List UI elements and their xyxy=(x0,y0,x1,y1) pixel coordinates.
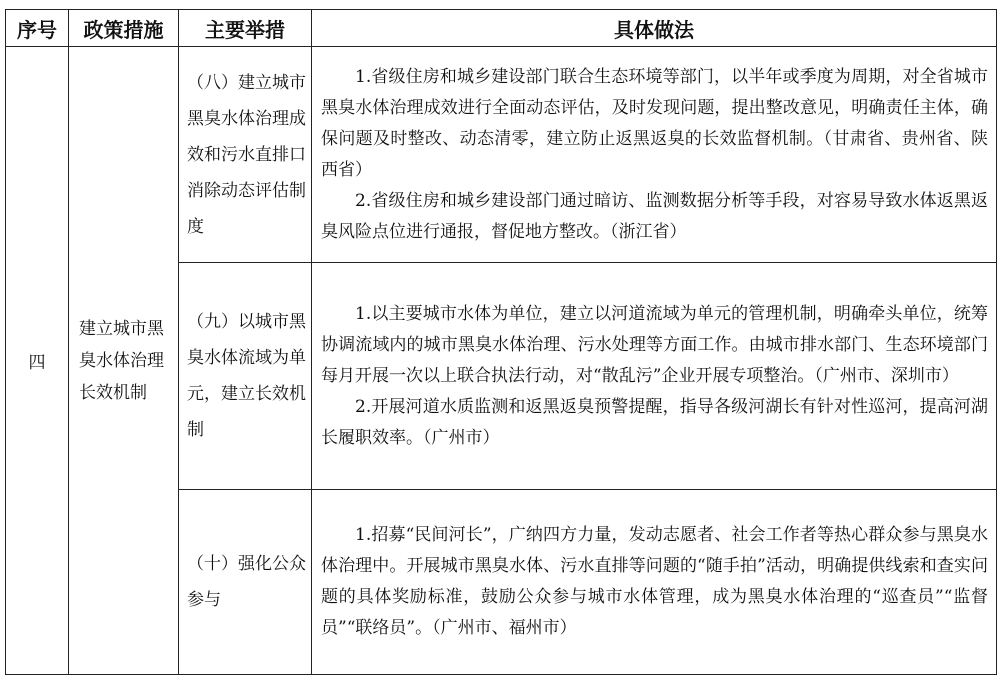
header-row xyxy=(6,10,997,47)
method-cell xyxy=(312,490,997,675)
method-item: 1.省级住房和城乡建设部门联合生态环境等部门，以半年或季度为周期，对全省城市黑臭水体治理成效进行全面动态评估，及时发现问题，提出整改意见，明确责任主体，确保问题及时整改、动态清零，建立防止返黑返臭的长效监督机制。（甘肃省、贵州省、陕西省） xyxy=(321,66,988,180)
measure-cell: （八）建立城市黑臭水体治理成效和污水直排口消除动态评估制度 xyxy=(179,47,312,263)
policy-table xyxy=(5,9,997,675)
table-row xyxy=(6,47,997,263)
method-item: 1.以主要城市水体为单位，建立以河道流域为单元的管理机制，明确牵头单位，统筹协调流域内的城市黑臭水体治理、污水处理等方面工作。由城市排水部门、生态环境部门每月开展一次以上联合执法行动，对“散乱污”企业开展专项整治。（广州市、深圳市） xyxy=(321,303,988,386)
header-measure: 主要举措 xyxy=(179,10,312,47)
group-seq: 四 xyxy=(6,47,69,675)
method-item: 2.省级住房和城乡建设部门通过暗访、监测数据分析等手段，对容易导致水体返黑返臭风险点位进行通报，督促地方整改。（浙江省） xyxy=(321,190,988,242)
method-cell xyxy=(312,263,997,490)
header-policy: 政策措施 xyxy=(69,10,179,47)
method-item: 1.招募“民间河长”，广纳四方力量，发动志愿者、社会工作者等热心群众参与黑臭水体治理中。开展城市黑臭水体、污水直排等问题的“随手拍”活动，明确提供线索和查实问题的具体奖励标准，鼓励公众参与城市水体管理，成为黑臭水体治理的“巡查员”“监督员”“联络员”。（广州市、福州市） xyxy=(321,525,988,638)
measure-cell: （九）以城市黑臭水体流域为单元，建立长效机制 xyxy=(179,263,312,490)
method-cell xyxy=(312,47,997,263)
group-policy: 建立城市黑臭水体治理长效机制 xyxy=(69,47,179,675)
method-item: 2.开展河道水质监测和返黑返臭预警提醒，指导各级河湖长有针对性巡河，提高河湖长履职效率。（广州市） xyxy=(321,396,988,448)
header-method: 具体做法 xyxy=(312,10,997,47)
measure-cell: （十）强化公众参与 xyxy=(179,490,312,675)
header-seq: 序号 xyxy=(6,10,69,47)
